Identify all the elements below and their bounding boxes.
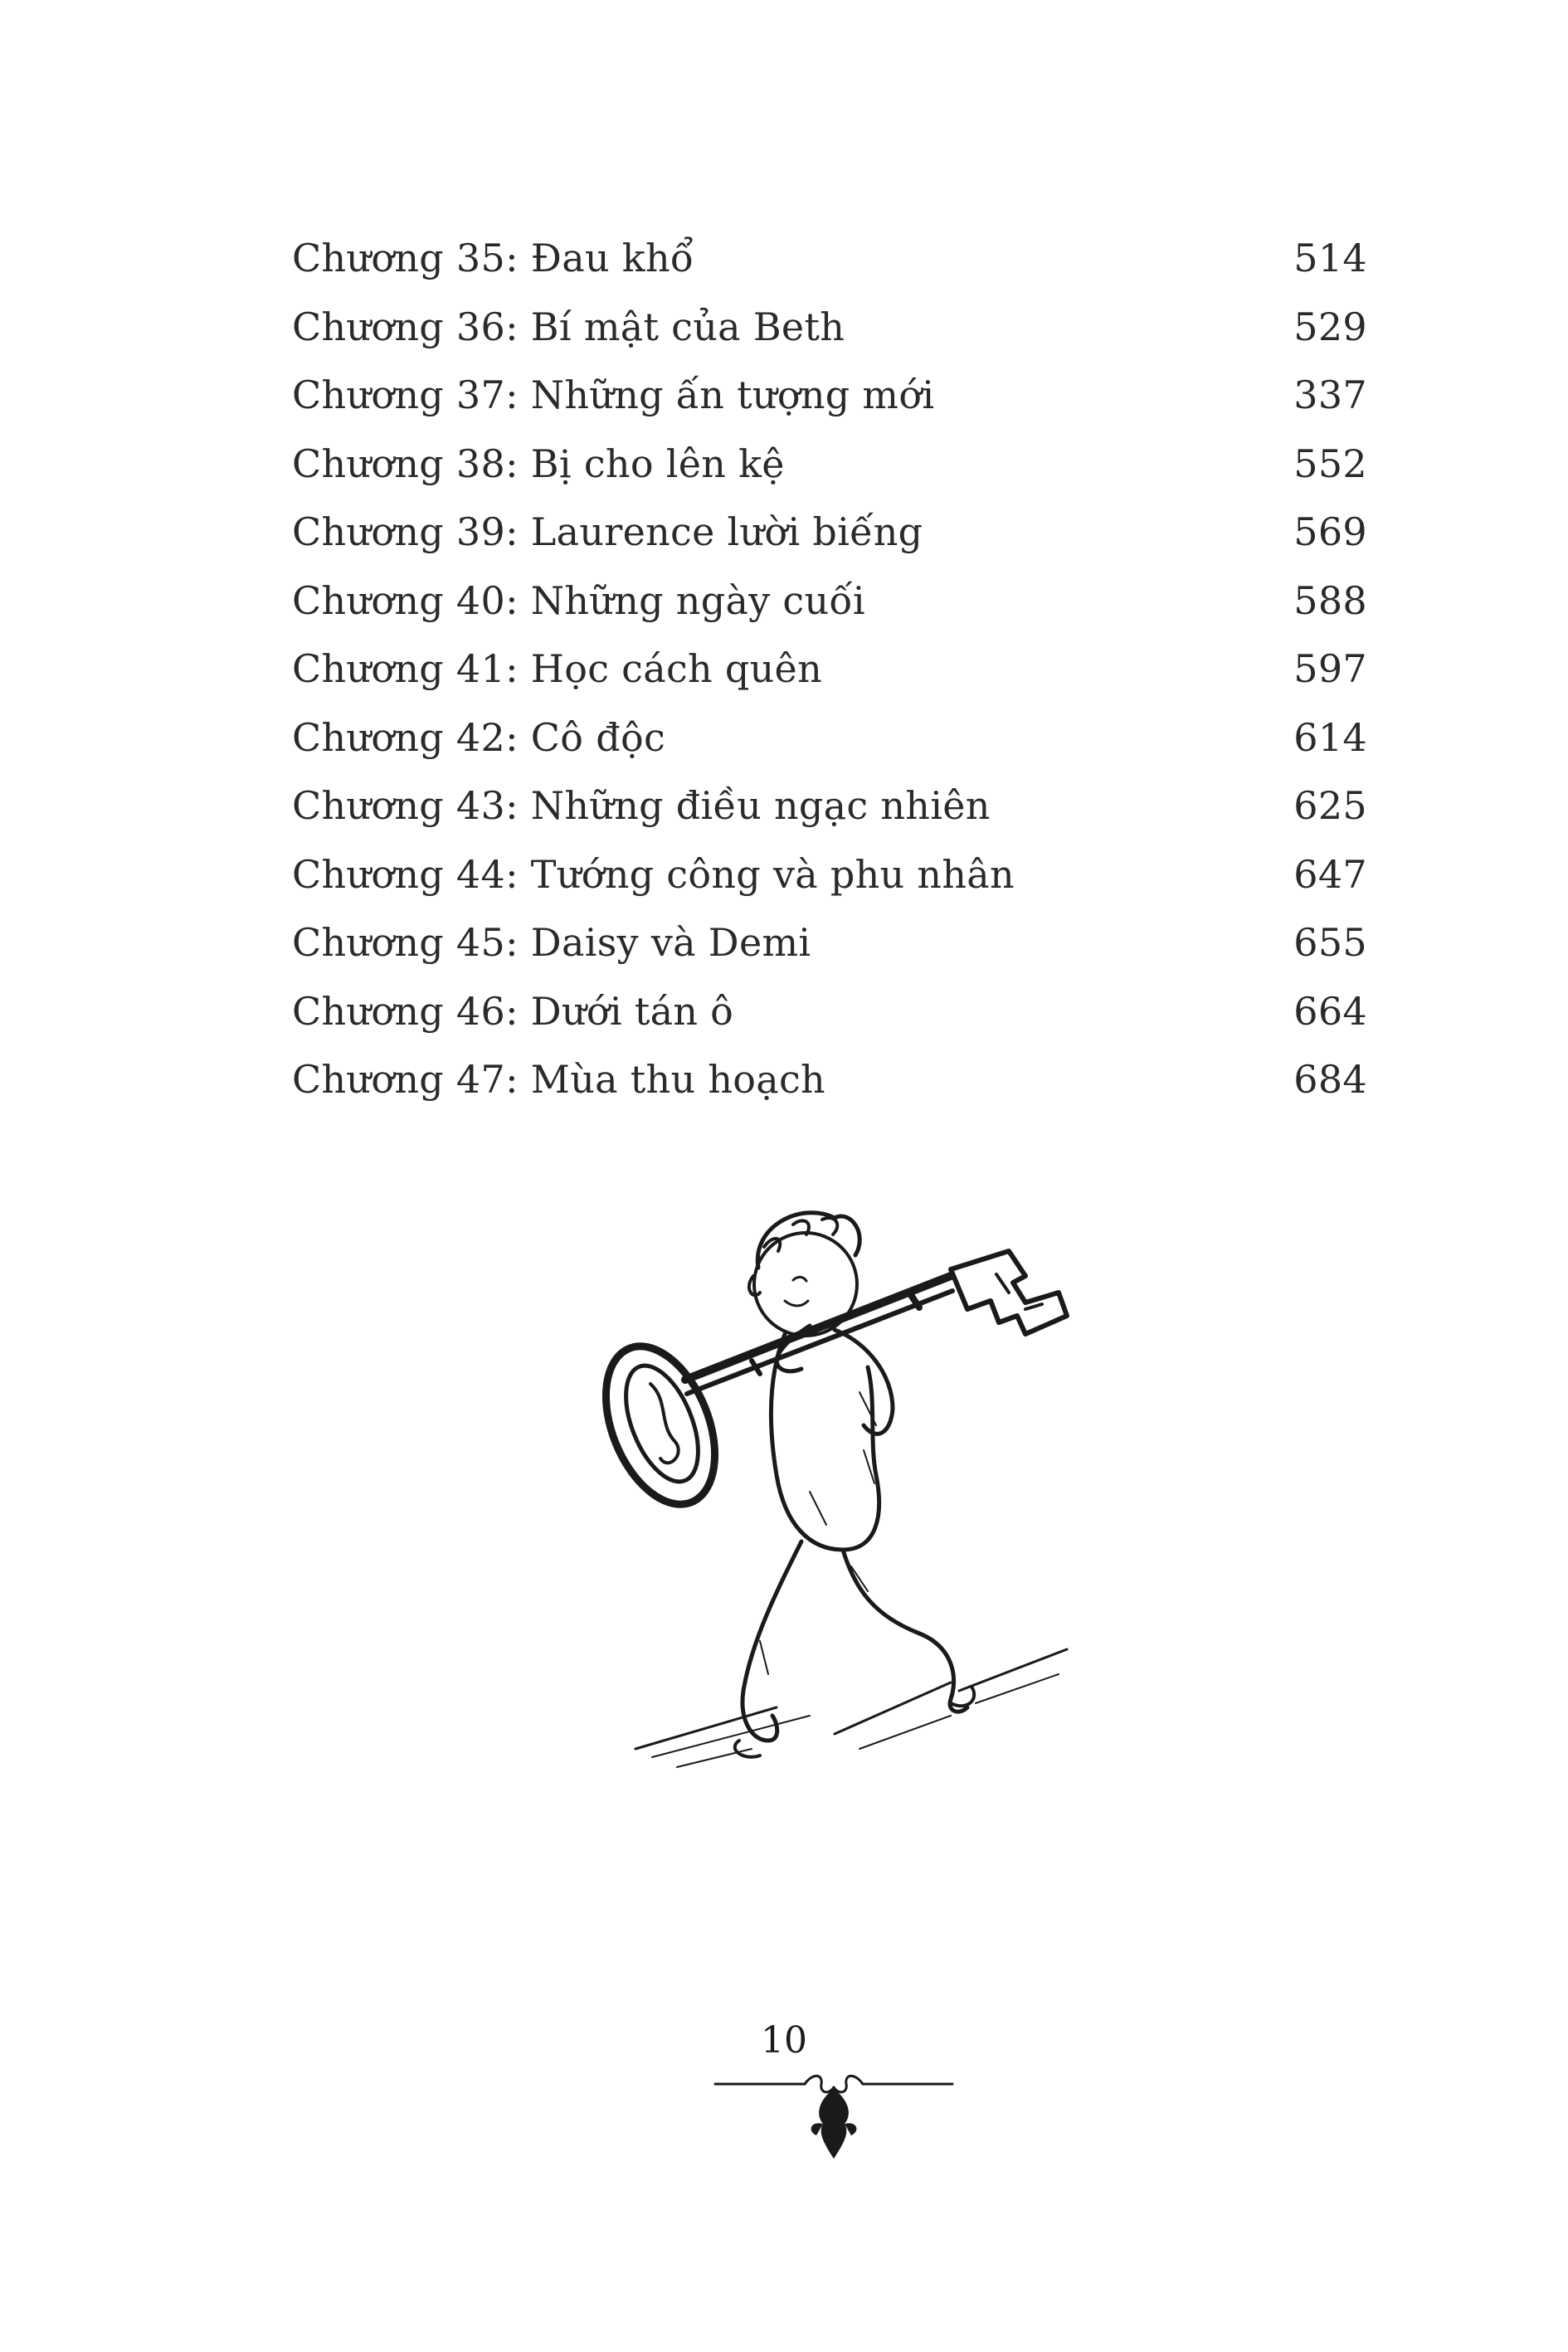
- toc-entry-title: Chương 43: Những điều ngạc nhiên: [292, 783, 991, 828]
- toc-entry-page: 664: [1293, 988, 1367, 1034]
- cherub-key-illustration: [561, 1176, 1105, 1790]
- toc-entry[interactable]: [292, 772, 1367, 840]
- toc-entry[interactable]: [292, 704, 1367, 772]
- toc-entry-title: Chương 46: Dưới tán ô: [292, 988, 734, 1034]
- toc-entry-title: Chương 45: Daisy và Demi: [292, 920, 811, 965]
- toc-entry[interactable]: [292, 361, 1367, 430]
- toc-entry-page: 647: [1293, 851, 1367, 897]
- toc-entry-page: 529: [1293, 304, 1367, 349]
- toc-entry-title: Chương 39: Laurence lười biếng: [292, 509, 923, 554]
- flourish-icon: [713, 2066, 954, 2165]
- toc-entry-title: Chương 44: Tướng công và phu nhân: [292, 851, 1015, 897]
- toc-entry[interactable]: [292, 293, 1367, 362]
- toc-entry-title: Chương 47: Mùa thu hoạch: [292, 1057, 825, 1102]
- toc-entry-title: Chương 36: Bí mật của Beth: [292, 304, 845, 349]
- toc-entry[interactable]: [292, 977, 1367, 1046]
- toc-entry-page: 588: [1293, 577, 1367, 623]
- toc-entry[interactable]: [292, 840, 1367, 909]
- cherub-key-icon: [561, 1176, 1105, 1790]
- toc-entry[interactable]: [292, 567, 1367, 635]
- toc-entry-page: 569: [1293, 509, 1367, 554]
- toc-entry-page: 684: [1293, 1057, 1367, 1102]
- page-ornament: [713, 2066, 954, 2165]
- toc-entry[interactable]: [292, 430, 1367, 499]
- toc-entry-title: Chương 40: Những ngày cuối: [292, 577, 865, 623]
- page-number: 10: [761, 2019, 807, 2062]
- toc-entry-title: Chương 38: Bị cho lên kệ: [292, 441, 785, 486]
- toc-entry-page: 552: [1293, 441, 1367, 486]
- toc-entry[interactable]: [292, 908, 1367, 977]
- toc-entry-title: Chương 41: Học cách quên: [292, 646, 823, 691]
- toc-entry[interactable]: [292, 224, 1367, 293]
- toc-entry-title: Chương 37: Những ấn tượng mới: [292, 373, 935, 417]
- toc-entry-page: 597: [1293, 646, 1367, 691]
- toc-entry[interactable]: [292, 635, 1367, 704]
- toc-entry-title: Chương 42: Cô độc: [292, 714, 666, 760]
- toc-entry-title: Chương 35: Đau khổ: [292, 236, 694, 280]
- toc-entry-page: 655: [1293, 920, 1367, 965]
- toc-entry-page: 514: [1293, 236, 1367, 280]
- toc-entry-page: 625: [1293, 783, 1367, 828]
- table-of-contents: [292, 224, 1367, 1114]
- toc-entry[interactable]: [292, 498, 1367, 567]
- toc-entry-page: 337: [1293, 373, 1367, 417]
- toc-entry[interactable]: [292, 1045, 1367, 1114]
- toc-entry-page: 614: [1293, 714, 1367, 760]
